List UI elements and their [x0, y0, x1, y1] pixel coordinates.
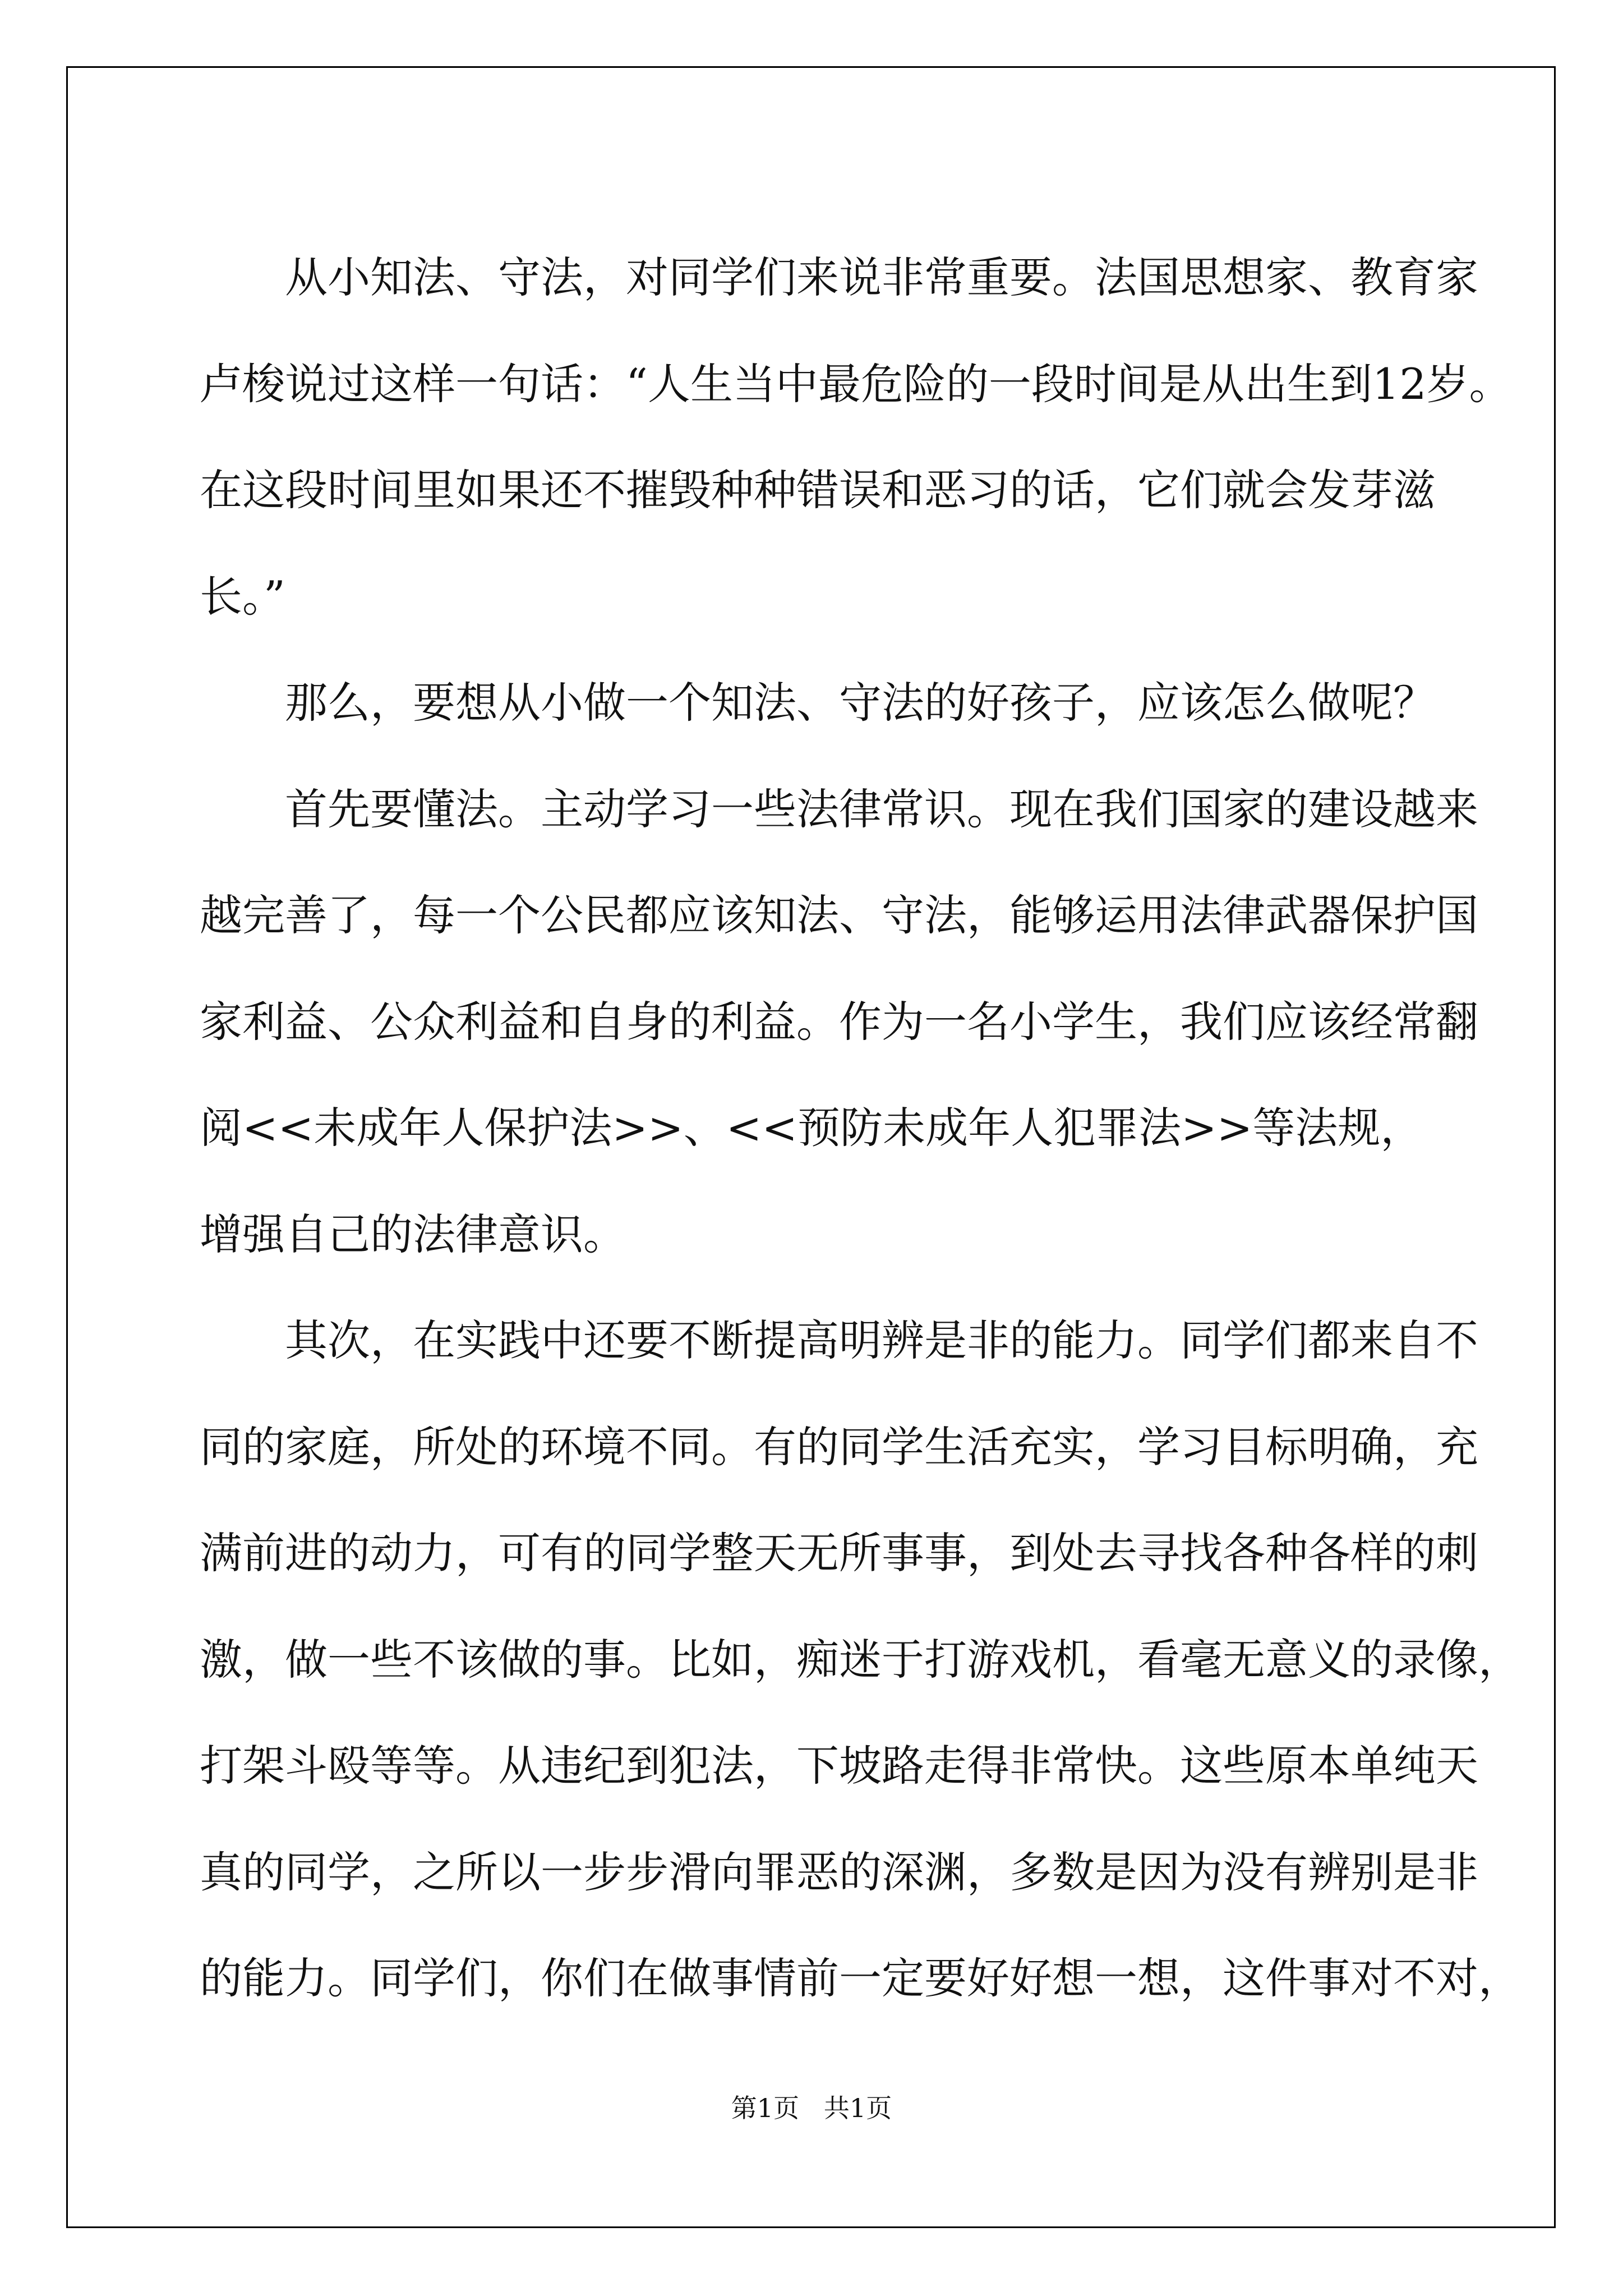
paragraph-line: 家利益、公众利益和自身的利益。作为一名小学生，我们应该经常翻	[200, 996, 1478, 1047]
paragraph-line: 首先要懂法。主动学习一些法律常识。现在我们国家的建设越来	[285, 784, 1478, 834]
paragraph-line: 那么，要想从小做一个知法、守法的好孩子，应该怎么做呢？	[285, 678, 1436, 728]
paragraph-line: 长。”	[200, 571, 285, 622]
paragraph-line: 同的家庭，所处的环境不同。有的同学生活充实，学习目标明确，充	[200, 1421, 1478, 1472]
paragraph-line: 卢梭说过这样一句话：“人生当中最危险的一段时间是从出生到12岁。	[200, 358, 1512, 409]
paragraph-line: 真的同学，之所以一步步滑向罪恶的深渊，多数是因为没有辨别是非	[200, 1847, 1478, 1897]
document-body	[200, 224, 1523, 2032]
paragraph-line: 其次，在实践中还要不断提高明辨是非的能力。同学们都来自不	[285, 1315, 1478, 1365]
paragraph-line: 在这段时间里如果还不摧毁种种错误和恶习的话，它们就会发芽滋	[200, 465, 1436, 515]
paragraph-line: 激，做一些不该做的事。比如，痴迷于打游戏机，看毫无意义的录像，	[200, 1634, 1521, 1685]
paragraph-line: 从小知法、守法，对同学们来说非常重要。法国思想家、教育家	[285, 252, 1478, 302]
paragraph-line: 打架斗殴等等。从违纪到犯法，下坡路走得非常快。这些原本单纯天	[200, 1741, 1478, 1791]
paragraph-line: 越完善了，每一个公民都应该知法、守法，能够运用法律武器保护国	[200, 890, 1478, 940]
paragraph-line: 满前进的动力，可有的同学整天无所事事，到处去寻找各种各样的刺	[200, 1528, 1478, 1578]
paragraph-line: 的能力。同学们，你们在做事情前一定要好好想一想，这件事对不对，	[200, 1953, 1521, 2003]
paragraph-line: 增强自己的法律意识。	[200, 1209, 626, 1259]
page-footer: 第1页 共1页	[731, 2093, 892, 2123]
paragraph-line: 阅<<未成年人保护法>>、<<预防未成年人犯罪法>>等法规，	[200, 1103, 1423, 1153]
